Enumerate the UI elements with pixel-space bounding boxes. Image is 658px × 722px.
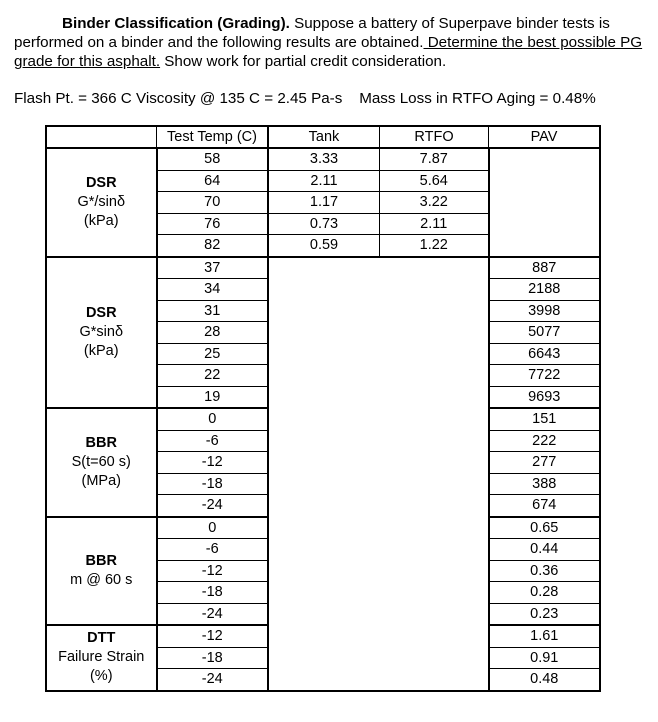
- pav-cell: 6643: [489, 343, 601, 365]
- temp-cell: -24: [157, 495, 269, 517]
- pav-cell: 151: [489, 408, 601, 430]
- pav-cell: 0.65: [489, 517, 601, 539]
- problem-credit-note: Show work for partial credit consideration.: [160, 53, 447, 70]
- pav-cell: 5077: [489, 322, 601, 344]
- temp-cell: -12: [157, 625, 269, 647]
- temp-cell: -6: [157, 430, 269, 452]
- group-label-bbr-stiffness: BBR S(t=60 s) (MPa): [46, 408, 157, 517]
- rtfo-cell: 7.87: [380, 148, 489, 170]
- binder-test-table: [45, 125, 601, 692]
- binder-properties: Flash Pt. = 366 C Viscosity @ 135 C = 2.45 Pa-s Mass Loss in RTFO Aging = 0.48%: [14, 90, 596, 107]
- group-label-dtt: DTT Failure Strain (%): [46, 625, 157, 691]
- problem-sentence: Suppose a battery of Superpave binder tests is performed on a binder and the following results are obtained.: [14, 15, 610, 51]
- header-rtfo: RTFO: [380, 126, 489, 148]
- header-tank: Tank: [268, 126, 380, 148]
- temp-cell: 58: [157, 148, 269, 170]
- temp-cell: 76: [157, 213, 269, 235]
- tank-cell: 2.11: [268, 170, 380, 192]
- problem-task: Determine the best possible PG grade for this asphalt.: [14, 34, 643, 70]
- pav-cell: 222: [489, 430, 601, 452]
- table-row: [46, 148, 600, 170]
- temp-cell: -12: [157, 560, 269, 582]
- table-row: [46, 257, 600, 279]
- tank-cell: 0.73: [268, 213, 380, 235]
- group-label-dsr-pav: DSR G*sinδ (kPa): [46, 257, 157, 409]
- tank-cell: 0.59: [268, 235, 380, 257]
- pav-cell: 0.36: [489, 560, 601, 582]
- pav-cell: 0.28: [489, 582, 601, 604]
- header-test-temp: Test Temp (C): [157, 126, 269, 148]
- temp-cell: -18: [157, 647, 269, 669]
- temp-cell: 25: [157, 343, 269, 365]
- pav-cell: 1.61: [489, 625, 601, 647]
- header-pav: PAV: [489, 126, 601, 148]
- tank-rtfo-blank-area: [268, 257, 489, 691]
- pav-cell: 674: [489, 495, 601, 517]
- temp-cell: 70: [157, 192, 269, 214]
- pav-cell: 0.91: [489, 647, 601, 669]
- pav-cell: 7722: [489, 365, 601, 387]
- temp-cell: -24: [157, 669, 269, 691]
- problem-statement: [14, 14, 654, 71]
- rtfo-cell: 3.22: [380, 192, 489, 214]
- tank-cell: 1.17: [268, 192, 380, 214]
- temp-cell: 37: [157, 257, 269, 279]
- table-header-row: [46, 126, 600, 148]
- temp-cell: 0: [157, 408, 269, 430]
- temp-cell: 19: [157, 386, 269, 408]
- pav-cell: 3998: [489, 300, 601, 322]
- temp-cell: 28: [157, 322, 269, 344]
- pav-cell: 2188: [489, 279, 601, 301]
- problem-title: Binder Classification (Grading).: [62, 15, 290, 32]
- temp-cell: 34: [157, 279, 269, 301]
- rtfo-cell: 2.11: [380, 213, 489, 235]
- pav-blank-cell: [489, 148, 601, 257]
- pav-cell: 277: [489, 452, 601, 474]
- temp-cell: -18: [157, 582, 269, 604]
- rtfo-cell: 5.64: [380, 170, 489, 192]
- header-blank: [46, 126, 157, 148]
- group-label-bbr-m-value: BBR m @ 60 s: [46, 517, 157, 626]
- pav-cell: 887: [489, 257, 601, 279]
- pav-cell: 9693: [489, 386, 601, 408]
- tank-cell: 3.33: [268, 148, 380, 170]
- pav-cell: 0.23: [489, 603, 601, 625]
- temp-cell: 22: [157, 365, 269, 387]
- temp-cell: -6: [157, 539, 269, 561]
- temp-cell: 31: [157, 300, 269, 322]
- pav-cell: 0.44: [489, 539, 601, 561]
- temp-cell: 82: [157, 235, 269, 257]
- group-label-dsr-tank-rtfo: DSR G*/sinδ (kPa): [46, 148, 157, 257]
- temp-cell: 0: [157, 517, 269, 539]
- pav-cell: 388: [489, 473, 601, 495]
- temp-cell: -24: [157, 603, 269, 625]
- pav-cell: 0.48: [489, 669, 601, 691]
- temp-cell: 64: [157, 170, 269, 192]
- temp-cell: -18: [157, 473, 269, 495]
- temp-cell: -12: [157, 452, 269, 474]
- rtfo-cell: 1.22: [380, 235, 489, 257]
